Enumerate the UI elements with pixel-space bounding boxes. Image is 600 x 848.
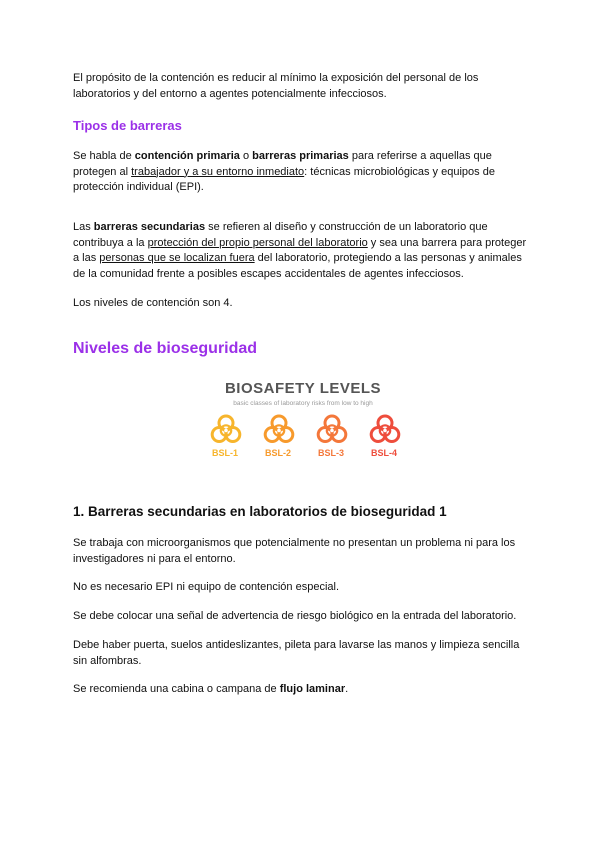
bsl1-paragraph-5: Se recomienda una cabina o campana de flujo laminar. xyxy=(73,683,349,695)
biosafety-level-1 xyxy=(200,414,250,460)
biosafety-level-label: BSL-4 xyxy=(370,448,397,458)
underlined-personas-fuera: personas que se localizan fuera xyxy=(99,252,255,264)
figure-subtitle: basic classes of laboratory risks from low to high xyxy=(233,400,373,407)
bsl1-paragraph-2: No es necesario EPI ni equipo de contención especial. xyxy=(73,581,340,593)
primary-barriers-paragraph: Se habla de contención primaria o barreras primarias para referirse a aquellas que protegen al trabajador y a su entorno inmediato: técnicas microbiológicas y equipos de protección individual (EPI). xyxy=(73,150,495,193)
heading-niveles-de-bioseguridad: Niveles de bioseguridad xyxy=(73,340,258,357)
term-contencion-primaria: contención primaria xyxy=(134,150,240,162)
biosafety-level-2 xyxy=(253,414,303,460)
biosafety-level-label: BSL-1 xyxy=(211,448,238,458)
levels-count-paragraph: Los niveles de contención son 4. xyxy=(73,297,233,309)
bsl1-paragraph-1: Se trabaja con microorganismos que potencialmente no presentan un problema ni para los investigadores ni para el entorno. xyxy=(73,537,516,565)
heading-tipos-de-barreras: Tipos de barreras xyxy=(73,118,182,133)
biosafety-levels-figure xyxy=(198,374,408,460)
biosafety-level-label: BSL-2 xyxy=(264,448,291,458)
underlined-proteccion-personal: protección del propio personal del laboratorio xyxy=(147,236,368,249)
biosafety-level-label: BSL-3 xyxy=(317,448,344,458)
term-barreras-secundarias: barreras secundarias xyxy=(93,221,206,233)
term-barreras-primarias: barreras primarias xyxy=(252,150,349,162)
biohazard-icon xyxy=(263,414,295,446)
underlined-trabajador: trabajador y a su entorno inmediato xyxy=(131,165,305,178)
figure-title: BIOSAFETY LEVELS xyxy=(224,380,382,397)
biosafety-level-3 xyxy=(306,414,356,460)
biohazard-icon xyxy=(316,414,348,446)
biohazard-icon xyxy=(369,414,401,446)
term-flujo-laminar: flujo laminar xyxy=(279,683,346,695)
biosafety-level-4 xyxy=(359,414,409,460)
intro-paragraph: El propósito de la contención es reducir al mínimo la exposición del personal de los laboratorios y del entorno a agentes potencialmente infecciosos. xyxy=(73,72,479,100)
secondary-barriers-paragraph: Las barreras secundarias se refieren al diseño y construcción de un laboratorio que contribuya a la protección del propio personal del laboratorio y sea una barrera para proteger a las personas que se localizan fuera del laboratorio, protegiendo a las personas y animales de la comunidad frente a posibles escapes accidentales de agentes infecciosos. xyxy=(73,221,527,280)
bsl1-paragraph-4: Debe haber puerta, suelos antideslizantes, pileta para lavarse las manos y limpieza sencilla sin alfombras. xyxy=(73,639,520,667)
heading-bsl1: 1. Barreras secundarias en laboratorios de bioseguridad 1 xyxy=(73,504,447,519)
biohazard-icon xyxy=(210,414,242,446)
bsl1-paragraph-3: Se debe colocar una señal de advertencia de riesgo biológico en la entrada del laboratorio. xyxy=(73,610,517,622)
